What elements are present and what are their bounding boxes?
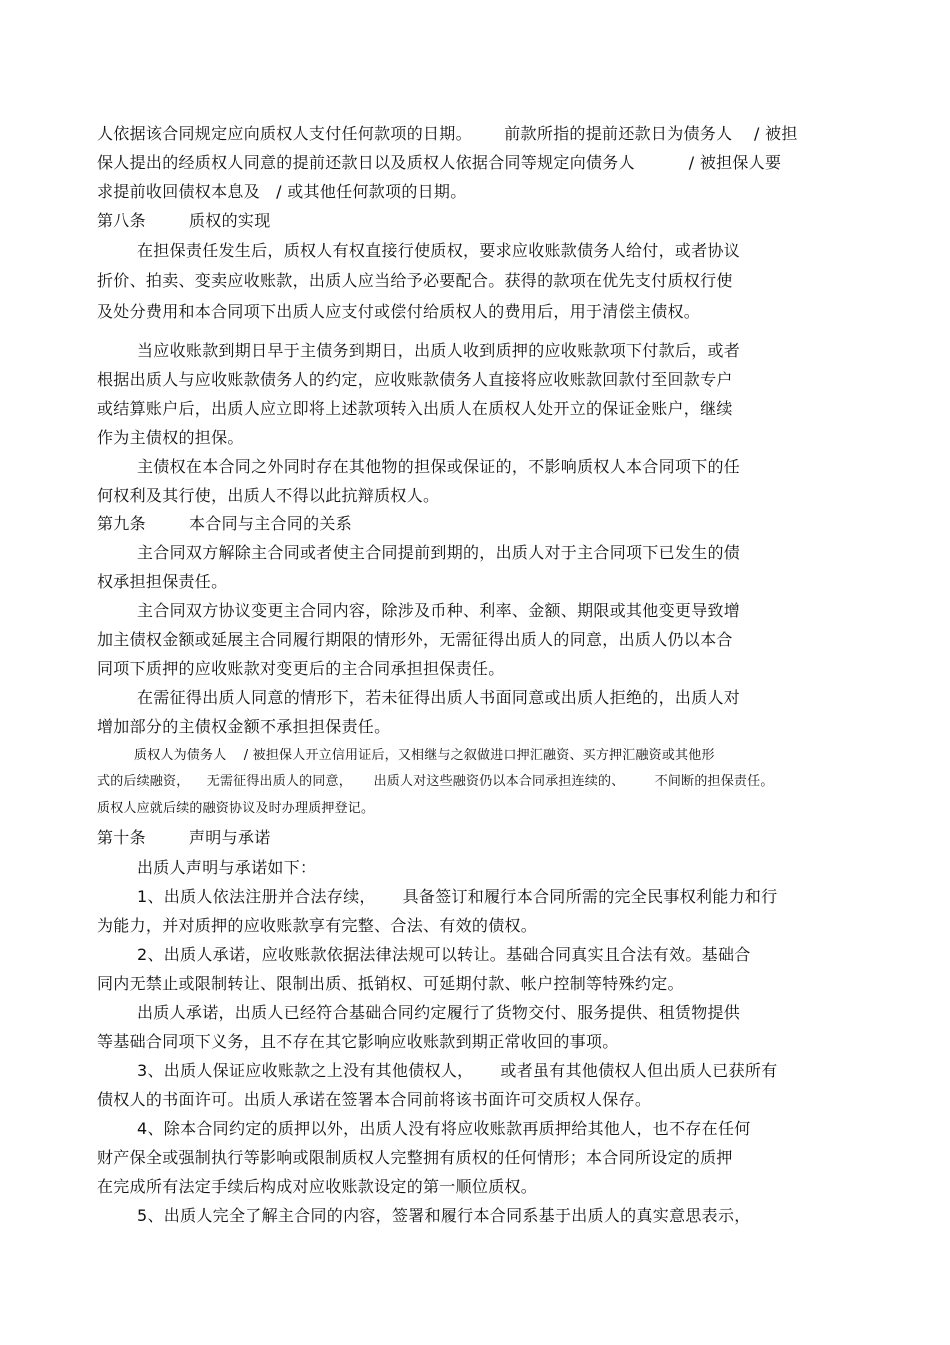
paragraph-line: 1、出质人依法注册并合法存续， 具备签订和履行本合同所需的完全民事权利能力和行: [137, 887, 778, 906]
paragraph-line: 作为主债权的担保。: [97, 428, 244, 447]
paragraph-line: 5、出质人完全了解主合同的内容，签署和履行本合同系基于出质人的真实意思表示，: [137, 1206, 751, 1225]
section-heading-article-8: 第八条 质权的实现: [97, 211, 271, 230]
paragraph-line: 保人提出的经质权人同意的提前还款日以及质权人依据合同等规定向债务人 / 被担保人要: [97, 153, 782, 172]
section-heading-article-10: 第十条 声明与承诺: [97, 828, 271, 847]
paragraph-line: 主合同双方解除主合同或者使主合同提前到期的，出质人对于主合同项下已发生的债: [137, 543, 741, 562]
paragraph-line: 主债权在本合同之外同时存在其他物的担保或保证的，不影响质权人本合同项下的任: [137, 457, 741, 476]
paragraph-line: 折价、拍卖、变卖应收账款，出质人应当给予必要配合。获得的款项在优先支付质权行使: [97, 271, 733, 290]
paragraph-line: 在需征得出质人同意的情形下，若未征得出质人书面同意或出质人拒绝的，出质人对: [137, 688, 741, 707]
paragraph-line: 2、出质人承诺，应收账款依据法律法规可以转让。基础合同真实且合法有效。基础合: [137, 945, 751, 964]
paragraph-line: 人依据该合同规定应向质权人支付任何款项的日期。 前款所指的提前还款日为债务人 / 被担: [97, 124, 798, 143]
paragraph-line: 出质人承诺，出质人已经符合基础合同约定履行了货物交付、服务提供、租赁物提供: [137, 1003, 741, 1022]
paragraph-line: 为能力，并对质押的应收账款享有完整、合法、有效的债权。: [97, 916, 538, 935]
paragraph-line: 财产保全或强制执行等影响或限制质权人完整拥有质权的任何情形；本合同所设定的质押: [97, 1148, 733, 1167]
paragraph-line: 何权利及其行使，出质人不得以此抗辩质权人。: [97, 486, 440, 505]
paragraph-line: 在担保责任发生后，质权人有权直接行使质权，要求应收账款债务人给付，或者协议: [137, 241, 741, 260]
paragraph-line-small: 质权人为债务人 / 被担保人开立信用证后，又相继与之叙做进口押汇融资、买方押汇融资或其他形: [134, 748, 715, 763]
paragraph-line: 等基础合同项下义务，且不存在其它影响应收账款到期正常收回的事项。: [97, 1032, 619, 1051]
paragraph-line: 或结算账户后，出质人应立即将上述款项转入出质人在质权人处开立的保证金账户，继续: [97, 399, 733, 418]
paragraph-line: 加主债权金额或延展主合同履行期限的情形外，无需征得出质人的同意，出质人仍以本合: [97, 630, 733, 649]
paragraph-line: 在完成所有法定手续后构成对应收账款设定的第一顺位质权。: [97, 1177, 538, 1196]
paragraph-line: 权承担担保责任。: [97, 572, 228, 591]
paragraph-line: 当应收账款到期日早于主债务到期日，出质人收到质押的应收账款项下付款后，或者: [137, 341, 741, 360]
paragraph-line: 同内无禁止或限制转让、限制出质、抵销权、可延期付款、帐户控制等特殊约定。: [97, 974, 684, 993]
section-heading-article-9: 第九条 本合同与主合同的关系: [97, 514, 352, 533]
paragraph-line: 4、除本合同约定的质押以外，出质人没有将应收账款再质押给其他人，也不存在任何: [137, 1119, 751, 1138]
paragraph-line: 求提前收回债权本息及 / 或其他任何款项的日期。: [97, 182, 467, 201]
paragraph-line-small: 质权人应就后续的融资协议及时办理质押登记。: [97, 801, 375, 816]
paragraph-line: 债权人的书面许可。出质人承诺在签署本合同前将该书面许可交质权人保存。: [97, 1090, 652, 1109]
paragraph-line: 出质人声明与承诺如下：: [137, 858, 317, 877]
paragraph-line-small: 式的后续融资， 无需征得出质人的同意， 出质人对这些融资仍以本合同承担连续的、 不间断的担保责任。: [97, 774, 774, 789]
paragraph-line: 及处分费用和本合同项下出质人应支付或偿付给质权人的费用后，用于清偿主债权。: [97, 302, 701, 321]
paragraph-line: 主合同双方协议变更主合同内容，除涉及币种、利率、金额、期限或其他变更导致增: [137, 601, 741, 620]
paragraph-line: 增加部分的主债权金额不承担担保责任。: [97, 717, 391, 736]
paragraph-line: 同项下质押的应收账款对变更后的主合同承担担保责任。: [97, 659, 505, 678]
paragraph-line: 3、出质人保证应收账款之上没有其他债权人， 或者虽有其他债权人但出质人已获所有: [137, 1061, 778, 1080]
paragraph-line: 根据出质人与应收账款债务人的约定，应收账款债务人直接将应收账款回款付至回款专户: [97, 370, 733, 389]
